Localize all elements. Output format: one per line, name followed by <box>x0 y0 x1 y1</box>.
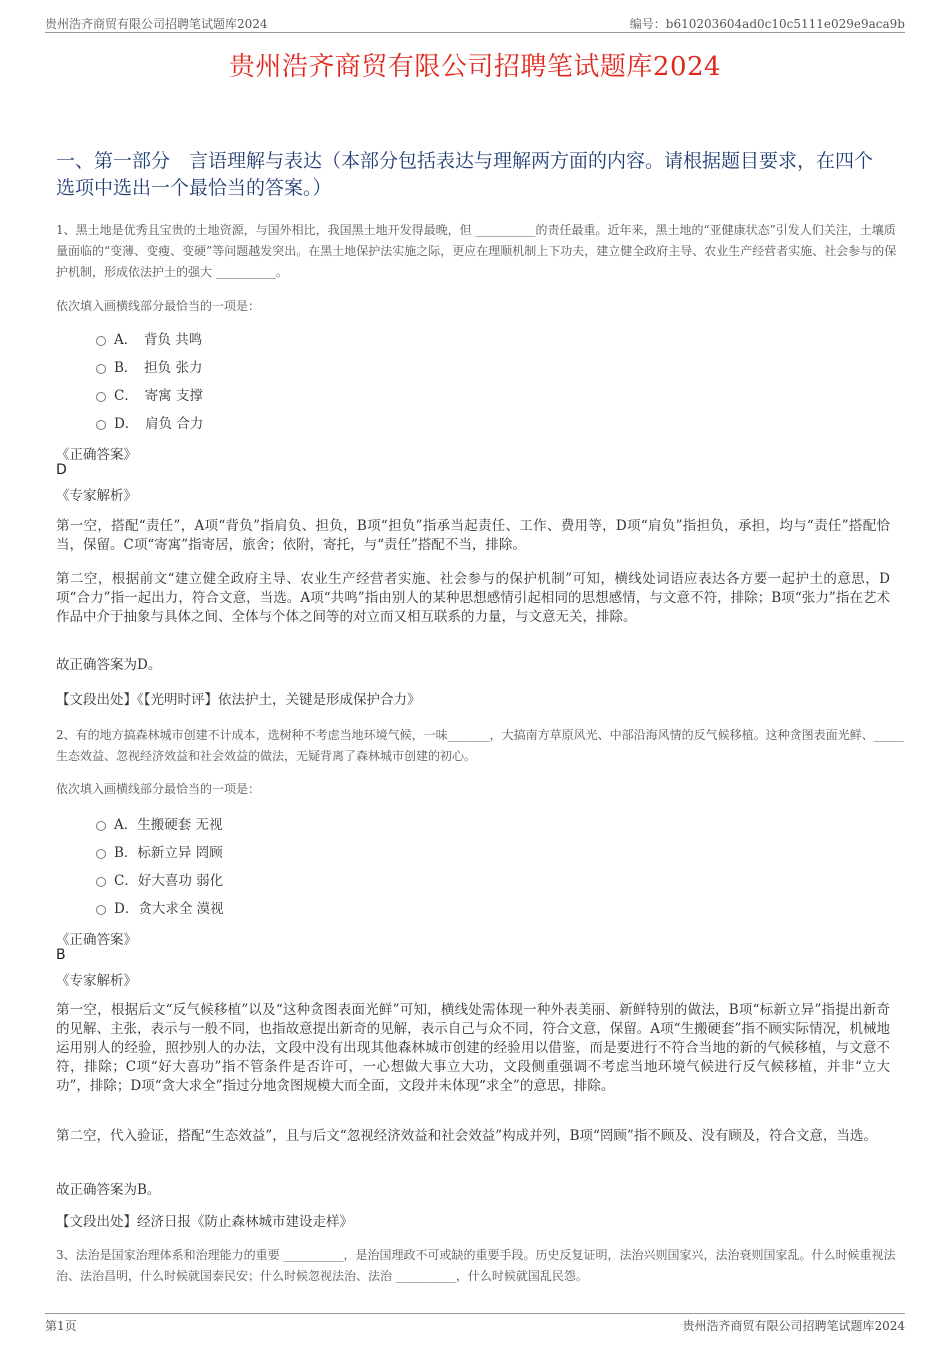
question-1-option-b[interactable] <box>96 358 202 378</box>
radio-icon[interactable] <box>96 392 106 402</box>
question-2-analysis-1: 第一空，根据后文“反气候移植”以及“这种贪图表面光鲜”可知，横线处需体现一种外表美丽、新鲜特别的做法，B项“标新立异”指提出新奇的见解、主张，表示与一般不同，也指故意提出新奇的见解，表示自己与众不同，符合文意，保留。A项“生搬硬套”指不顾实际情况，机械地运用别人的经验，照抄别人的办法，文段中没有出现其他森林城市创建的经验用以借鉴，而是要进行不符合当地的新的气候移植，与文意不符，排除；C项“好大喜功”指不管条件是否许可，一心想做大事立大功，文段侧重强调不考虑当地环境气候进行反气候移植，并非“立大功”，排除；D项“贪大求全”指过分地贪图规模大而全面，文段并未体现“求全”的意思，排除。 <box>56 1002 890 1094</box>
question-2-conclusion: 故正确答案为B。 <box>56 1182 161 1198</box>
question-1-answer: D <box>56 462 67 478</box>
question-2-option-b[interactable] <box>96 843 223 863</box>
section-heading: 一、第一部分 言语理解与表达（本部分包括表达与理解两方面的内容。请根据题目要求，在四个选项中选出一个最恰当的答案。） <box>56 150 874 199</box>
question-1-conclusion: 故正确答案为D。 <box>56 657 162 673</box>
question-1-option-d[interactable] <box>96 414 203 434</box>
option-label: B．标新立异 罔顾 <box>114 845 223 861</box>
question-2-answer: B <box>56 947 66 963</box>
question-2-analysis-2: 第二空，代入验证，搭配“生态效益”，且与后文“忽视经济效益和社会效益”构成并列，B项“罔顾”指不顾及、没有顾及，符合文意，当选。 <box>56 1128 877 1144</box>
radio-icon[interactable] <box>96 905 106 915</box>
option-label: D． 肩负 合力 <box>114 416 204 432</box>
question-2-stem: 2、有的地方搞森林城市创建不计成本，选树种不考虑当地环境气候，一味_______，大搞南方草原风光、中部沿海风情的反气候移植。这种贪图表面光鲜、_____生态效益、忽视经济效益和社会效益的做法，无疑背离了森林城市创建的初心。 <box>56 728 904 763</box>
question-1-prompt: 依次填入画横线部分最恰当的一项是： <box>56 299 261 313</box>
question-2-option-d[interactable] <box>96 899 224 919</box>
page-header <box>45 14 905 33</box>
header-doc-title: 贵州浩齐商贸有限公司招聘笔试题库2024 <box>45 17 268 31</box>
question-1-source: 【文段出处】《【光明时评】依法护土，关键是形成保护合力》 <box>56 692 421 708</box>
question-2-option-a[interactable] <box>96 815 223 835</box>
question-1-analysis-1: 第一空，搭配“责任”，A项“背负”指肩负、担负，B项“担负”指承当起责任、工作、费用等，D项“肩负”指担负，承担，均与“责任”搭配恰当，保留。C项“寄寓”指寄居，旅舍；依附，寄托，与“责任”搭配不当，排除。 <box>56 518 890 553</box>
header-doc-number: 编号：b610203604ad0c10c5111e029e9aca9b <box>629 17 905 31</box>
question-1-analysis-2: 第二空，根据前文“建立健全政府主导、农业生产经营者实施、社会参与的保护机制”可知，横线处词语应表达各方要一起护土的意思，D项“合力”指一起出力，符合文意，当选。A项“共鸣”指由别人的某种思想感情引起相同的思想感情，与文意不符，排除；B项“张力”指在艺术作品中介于抽象与具体之间、全体与个体之间等的对立而又相互联系的力量，与文意无关，排除。 <box>56 571 890 625</box>
radio-icon[interactable] <box>96 420 106 430</box>
radio-icon[interactable] <box>96 877 106 887</box>
radio-icon[interactable] <box>96 821 106 831</box>
question-1-answer-label: 《正确答案》 <box>56 447 137 463</box>
question-3-stem: 3、法治是国家治理体系和治理能力的重要 __________，是治国理政不可或缺的重要手段。历史反复证明，法治兴则国家兴，法治衰则国家乱。什么时候重视法治、法治昌明，什么时候就国泰民安；什么时候忽视法治、法治 __________，什么时候就国乱民怨。 <box>56 1248 896 1283</box>
option-label: C． 寄寓 支撑 <box>114 388 203 404</box>
question-2-source: 【文段出处】经济日报《防止森林城市建设走样》 <box>56 1214 353 1230</box>
option-label: B． 担负 张力 <box>114 360 203 376</box>
question-1-stem: 1、黑土地是优秀且宝贵的土地资源，与国外相比，我国黑土地开发得最晚，但 __________的责任最重。近年来，黑土地的“亚健康状态”引发人们关注，土壤质量面临的“变薄、变瘦、变硬”等问题越发突出。在黑土地保护法实施之际，更应在理顺机制上下功夫，建立健全政府主导、农业生产经营者实施、社会参与的保护机制，形成依法护土的强大 __________。 <box>56 223 897 279</box>
radio-icon[interactable] <box>96 849 106 859</box>
question-2-option-c[interactable] <box>96 871 223 891</box>
option-label: D．贪大求全 漠视 <box>114 901 224 917</box>
page-title: 贵州浩齐商贸有限公司招聘笔试题库2024 <box>228 52 722 82</box>
question-2-answer-label: 《正确答案》 <box>56 932 137 948</box>
page-footer <box>45 1313 905 1332</box>
question-1-option-a[interactable] <box>96 330 202 350</box>
question-1-analysis-label: 《专家解析》 <box>56 488 137 504</box>
question-1-option-c[interactable] <box>96 386 203 406</box>
question-2-prompt: 依次填入画横线部分最恰当的一项是： <box>56 782 261 796</box>
option-label: A． 背负 共鸣 <box>114 332 203 348</box>
option-label: A．生搬硬套 无视 <box>114 817 223 833</box>
page-number: 第1页 <box>45 1319 77 1333</box>
option-label: C．好大喜功 弱化 <box>114 873 224 889</box>
radio-icon[interactable] <box>96 336 106 346</box>
radio-icon[interactable] <box>96 364 106 374</box>
question-2-analysis-label: 《专家解析》 <box>56 973 137 989</box>
footer-doc-title: 贵州浩齐商贸有限公司招聘笔试题库2024 <box>682 1319 905 1333</box>
